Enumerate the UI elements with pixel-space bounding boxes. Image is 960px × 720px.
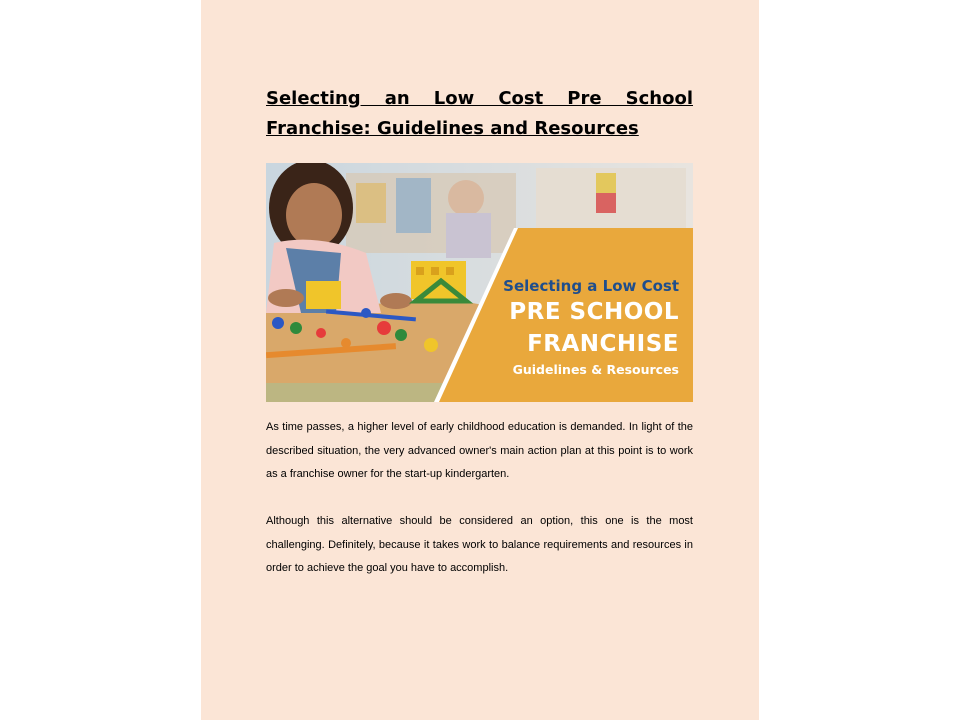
paragraph-1: As time passes, a higher level of early childhood education is demanded. In light of the described situation, the very advanced owner's main action plan at this point is to work as a franchise owner for the start-up kindergarten. <box>266 421 693 480</box>
banner-line-4: Guidelines & Resources <box>512 362 679 377</box>
banner-heading <box>503 276 679 380</box>
page-title: Selecting an Low Cost Pre School Franchise: Guidelines and Resources <box>266 88 693 139</box>
document-page <box>201 0 759 720</box>
banner-line-2: PRE SCHOOL <box>509 299 679 325</box>
paragraph-2: Although this alternative should be considered an option, this one is the most challenging. Definitely, because it takes work to balance requirements and resources in order to achieve the goal you have to accomplish. <box>266 515 693 574</box>
banner-image <box>266 163 693 402</box>
banner-line-3: FRANCHISE <box>527 331 679 357</box>
banner-line-1: Selecting a Low Cost <box>503 277 679 295</box>
